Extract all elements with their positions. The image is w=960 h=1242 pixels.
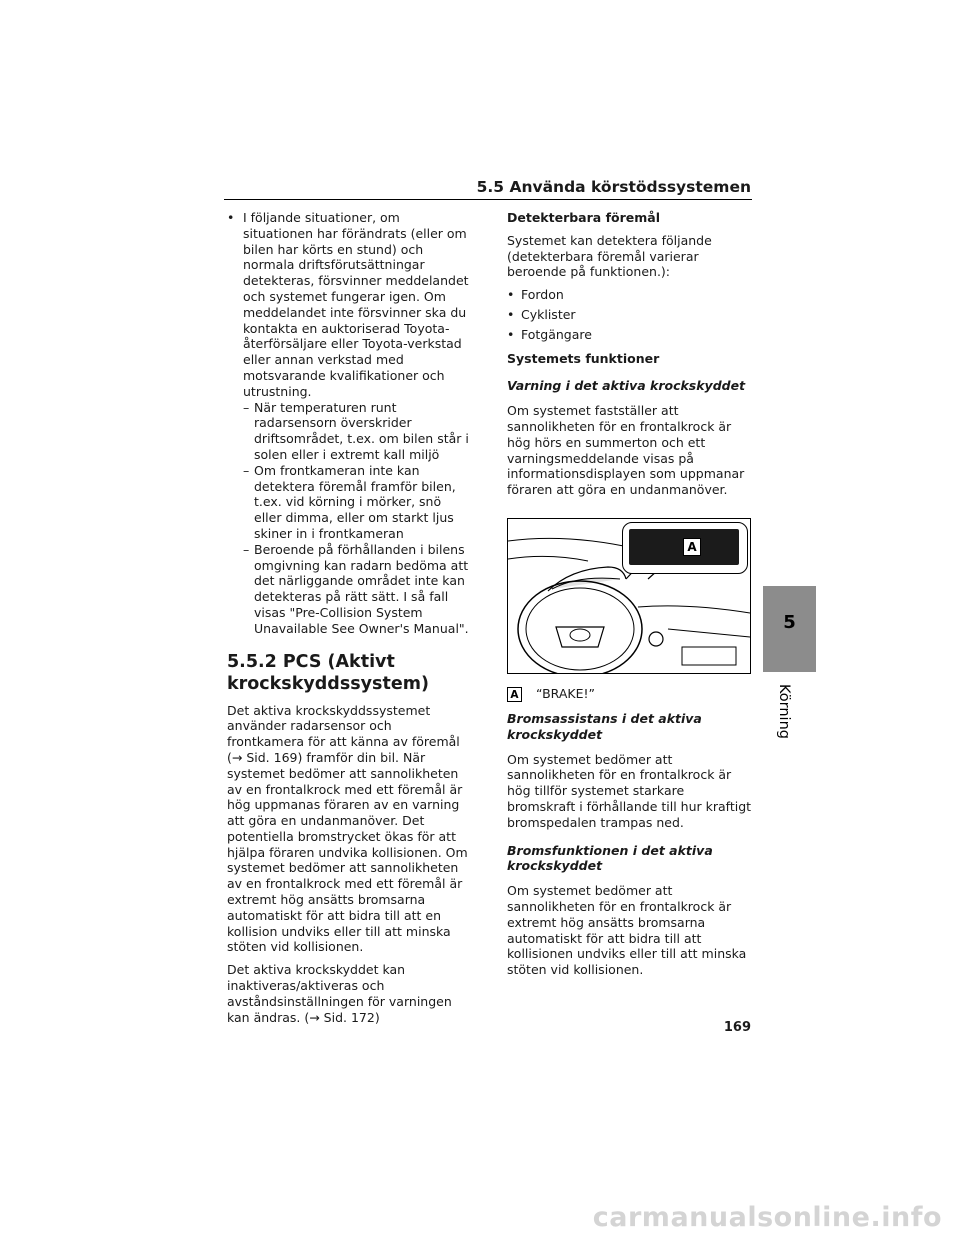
- header-rule: [224, 199, 752, 200]
- dash-item: – När temperaturen runt radarsensorn överskrider driftsområdet, t.ex. om bilen står i solen eller i extremt kall miljö: [227, 400, 472, 463]
- assist-text: Om systemet bedömer att sannolikheten för en frontalkrock är hög tillför systemet starkare bromskraft i förhållande till hur kraftigt bromspedalen trampas ned.: [507, 751, 752, 830]
- list-item: • Fotgängare: [507, 327, 752, 343]
- figure-caption: [507, 686, 752, 702]
- paragraph: Det aktiva krockskyddssystemet använder radarsensor och frontkamera för att känna av föremål (→ Sid. 169) framför din bil. När systemet bedömer att sannolikheten av en frontalkrock med ett föremål är hög uppmanas föraren av en varning att göra en undanmanöver. Det potentiella bromstrycket ökas för att hjälpa föraren undvika kollisionen. Om systemet bedömer att sannolikheten av en frontalkrock med ett föremål är extremt hög ansätts bromsarna automatiskt för att bidra till att en kollision undviks eller till att minska stöten vid kollisionen.: [227, 702, 468, 955]
- assist-heading: Bromsassistans i det aktiva krockskyddet: [507, 710, 702, 742]
- dashboard-illustration: [507, 518, 751, 674]
- detect-text: Systemet kan detektera följande (detekterbara föremål varierar beroende på funktionen.):: [507, 232, 712, 280]
- dash-item: – Om frontkameran inte kan detektera föremål framför bilen, t.ex. vid körning i mörker, snö eller dimma, eller om starkt ljus skiner in i frontkameran: [227, 463, 472, 542]
- header-title: 5.5 Använda körstödssystemen: [476, 178, 751, 196]
- paragraph: Det aktiva krockskyddet kan inaktiveras/aktiveras och avståndsinställningen för varningen kan ändras. (→ Sid. 172): [227, 962, 452, 1025]
- section-number: 5.5.2: [227, 651, 277, 672]
- chapter-tab: [763, 586, 816, 672]
- marker-a: A: [507, 687, 522, 702]
- watermark: carmanualsonline.info: [592, 1202, 942, 1233]
- marker-a: A: [683, 538, 701, 556]
- dash-item: – Beroende på förhållanden i bilens omgivning kan radarn bedöma att det närliggande området inte kan detekteras på rätt sätt. I så fall visas "Pre-Collision System Unavailable See Owner's Manual".: [227, 542, 472, 637]
- warning-heading: Varning i det aktiva krockskyddet: [507, 378, 746, 394]
- chapter-label: Körning: [776, 684, 792, 739]
- list-item: • Cyklister: [507, 307, 752, 323]
- right-column: [507, 210, 752, 985]
- left-column: [227, 210, 472, 1032]
- detect-heading: Detekterbara föremål: [507, 210, 660, 225]
- functions-heading: Systemets funktioner: [507, 350, 660, 366]
- brake-heading: Bromsfunktionen i det aktiva krockskyddet: [507, 842, 713, 874]
- warning-text: Om systemet fastställer att sannolikheten för en frontalkrock är hög hörs en summerton och ett varningsmeddelande visas på informationsdisplayen som uppmanar föraren att göra en undanmanöver.: [507, 403, 745, 498]
- section-title: PCS (Aktivt krockskyddssystem): [227, 651, 429, 694]
- display-screen: [629, 529, 739, 565]
- brake-text: Om systemet bedömer att sannolikheten för en frontalkrock är extremt hög ansätts bromsarna automatiskt för att bidra till att kollisionen undviks eller till att minska stöten vid kollisionen.: [507, 883, 747, 978]
- callout-box: [622, 522, 748, 574]
- list-item: • Fordon: [507, 287, 752, 303]
- page-number: 169: [723, 1020, 751, 1035]
- section-heading: [227, 651, 472, 695]
- caption-text: “BRAKE!”: [536, 685, 595, 701]
- bullet-intro: • I följande situationer, om situationen har förändrats (eller om bilen har körts en stund) och normala driftsförutsättningar detekteras, försvinner meddelandet och systemet fungerar igen. Om meddelandet inte försvinner ska du kontakta en auktoriserad Toyota-återförsäljare eller Toyota-verkstad eller annan verkstad med motsvarande kvalifikationer och utrustning.: [227, 210, 472, 400]
- chapter-number: 5: [783, 612, 796, 633]
